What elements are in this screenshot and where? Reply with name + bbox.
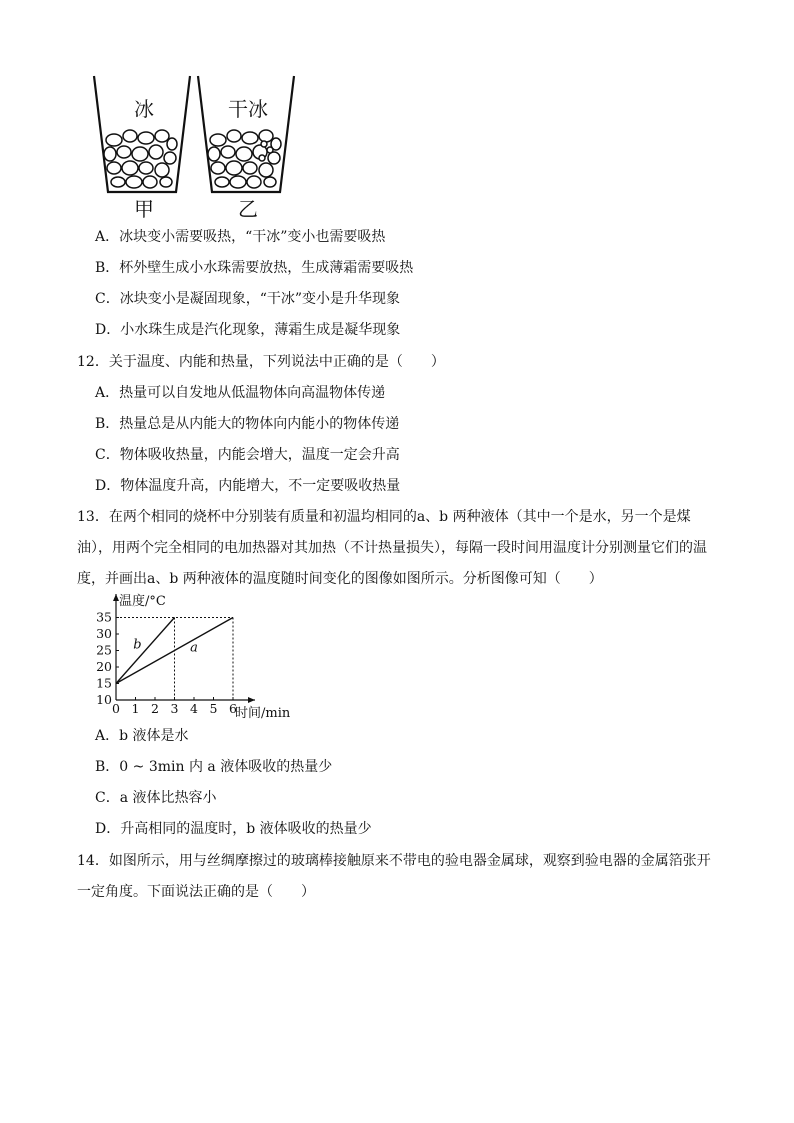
x-tick-label: 4 [190, 701, 198, 716]
q13-option-a: A．b 液体是水 [95, 728, 189, 744]
ice-piece [243, 162, 257, 174]
y-axis-label: 温度/°C [119, 594, 166, 609]
y-tick-label: 30 [96, 626, 112, 641]
x-axis-arrow [248, 697, 255, 703]
q13-stem-line-2: 油），用两个完全相同的电加热器对其加热（不计热量损失），每隔一段时间用温度计分别测量它们的温 [77, 540, 707, 556]
x-tick-label: 0 [112, 701, 120, 716]
q11-option-b: B．杯外壁生成小水珠需要放热，生成薄霜需要吸热 [95, 260, 414, 276]
cups-figure [88, 72, 298, 222]
ice-piece [106, 134, 122, 146]
ice-piece [247, 176, 261, 188]
q11-option-c: C．冰块变小是凝固现象，“干冰”变小是升华现象 [95, 291, 401, 307]
q12-option-a: A．热量可以自发地从低温物体向高温物体传递 [95, 385, 386, 401]
ice-piece [117, 146, 131, 158]
y-tick-label: 35 [96, 609, 112, 625]
small-piece [259, 155, 265, 161]
ice-piece [104, 147, 116, 161]
y-tick-label: 25 [96, 642, 112, 658]
ice-piece [160, 177, 172, 187]
ice-piece [242, 132, 258, 144]
ice-piece [149, 145, 163, 159]
q12-stem: 12．关于温度、内能和热量，下列说法中正确的是（ ） [77, 354, 445, 370]
ice-piece [264, 177, 276, 187]
x-tick-label: 1 [131, 701, 140, 716]
temperature-time-chart [88, 590, 308, 722]
ice-piece [164, 152, 176, 164]
ice-piece [210, 134, 226, 146]
q12-option-b: B．热量总是从内能大的物体向内能小的物体传递 [95, 416, 400, 432]
ice-piece [122, 161, 138, 175]
dry-ice-pieces [208, 130, 281, 188]
cup1-name: 甲 [134, 197, 154, 221]
ice-piece [211, 162, 225, 174]
ice-piece [143, 176, 157, 188]
ice-piece [139, 162, 153, 174]
ice-piece [138, 132, 154, 144]
small-piece [261, 141, 267, 147]
ice-piece [259, 130, 273, 142]
cup2-name: 乙 [238, 197, 258, 221]
ice-piece [123, 130, 137, 142]
ice-piece [107, 162, 121, 174]
q14-stem-line-1: 14．如图所示，用与丝绸摩擦过的玻璃棒接触原来不带电的验电器金属球，观察到验电器的金属箔张开 [77, 853, 711, 869]
small-piece [267, 147, 273, 153]
x-tick-label: 5 [209, 701, 218, 716]
x-tick-label: 3 [170, 701, 179, 716]
q13-option-c: C．a 液体比热容小 [95, 790, 217, 806]
series-label-b: b [133, 637, 142, 653]
x-axis-label: 时间/min [235, 706, 291, 721]
ice-piece [227, 130, 241, 142]
q13-option-b: B．0 ~ 3min 内 a 液体吸收的热量少 [95, 759, 333, 775]
ice-piece [167, 138, 177, 150]
series-line-b [116, 618, 175, 684]
q13-stem-line-3: 度，并画出a、b 两种液体的温度随时间变化的图像如图所示。分析图像可知（ ） [77, 571, 603, 587]
x-tick-label: 6 [229, 701, 237, 716]
q13-option-d: D．升高相同的温度时，b 液体吸收的热量少 [95, 821, 372, 837]
y-tick-label: 10 [96, 692, 112, 707]
ice-piece [259, 163, 273, 177]
y-tick-label: 15 [96, 675, 112, 691]
ice-piece [111, 177, 125, 187]
ice-piece [155, 130, 169, 142]
ice-piece [230, 176, 246, 188]
cup1-label: 冰 [134, 97, 154, 121]
q12-option-c: C．物体吸收热量，内能会增大，温度一定会升高 [95, 447, 400, 463]
q11-option-d: D．小水珠生成是汽化现象，薄霜生成是凝华现象 [95, 322, 401, 338]
ice-piece [132, 147, 148, 161]
ice-piece [221, 146, 235, 158]
cup2-label: 干冰 [228, 97, 268, 121]
y-tick-label: 20 [96, 659, 112, 674]
q14-stem-line-2: 一定角度。下面说法正确的是（ ） [77, 884, 315, 900]
ice-piece [126, 176, 142, 188]
ice-piece [215, 177, 229, 187]
series-label-a: a [190, 640, 198, 656]
x-tick-label: 2 [151, 701, 159, 716]
ice-pieces [104, 130, 177, 188]
ice-piece [226, 161, 242, 175]
ice-piece [236, 147, 252, 161]
q12-option-d: D．物体温度升高，内能增大，不一定要吸收热量 [95, 478, 401, 494]
ice-piece [155, 163, 169, 177]
q11-option-a: A．冰块变小需要吸热，“干冰”变小也需要吸热 [95, 229, 386, 245]
ice-piece [208, 147, 220, 161]
q13-stem-line-1: 13．在两个相同的烧杯中分别装有质量和初温均相同的a、b 两种液体（其中一个是水，另一个是煤 [77, 509, 691, 525]
ice-piece [268, 152, 280, 164]
